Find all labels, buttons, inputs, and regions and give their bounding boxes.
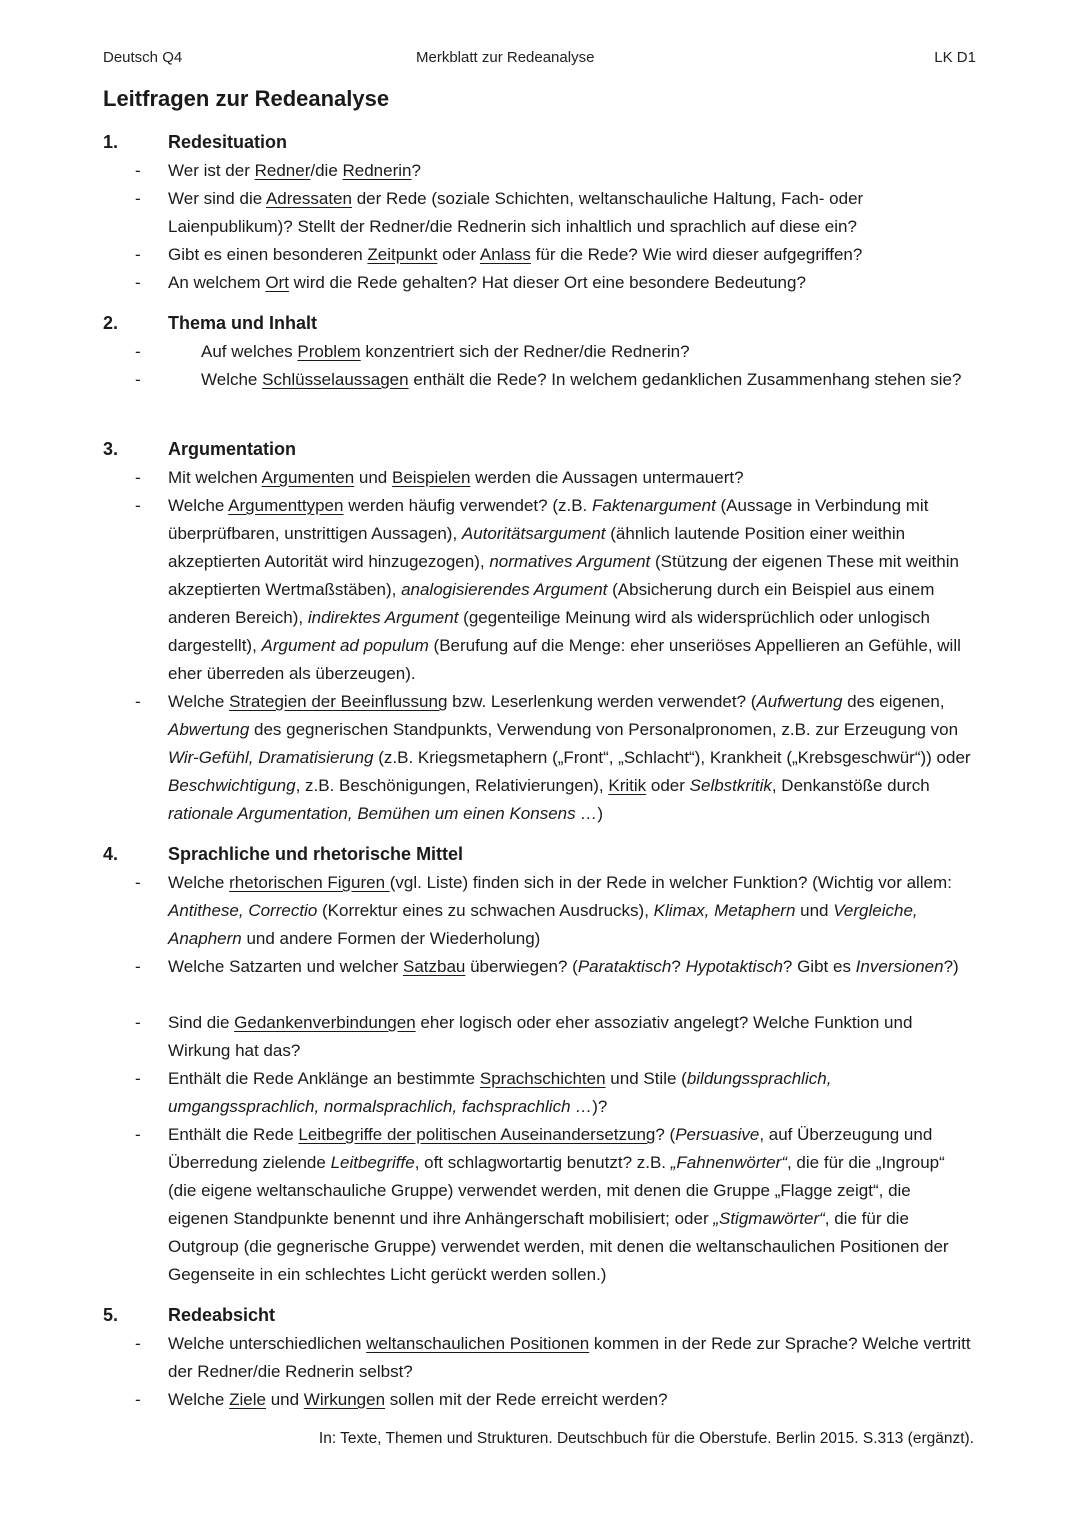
section-number: 5. xyxy=(103,1305,119,1325)
text-run: (Korrektur eines zu schwachen Ausdrucks), xyxy=(317,901,654,920)
bullet-dash: - xyxy=(135,342,141,361)
text-run: Gibt es einen besonderen xyxy=(168,245,368,264)
list-item xyxy=(168,157,973,185)
text-run: und xyxy=(354,468,392,487)
italic-term: normatives Argument xyxy=(489,552,651,571)
underlined-term: Strategien der Beeinflussung xyxy=(229,692,448,711)
section-title: Redeabsicht xyxy=(168,1305,276,1325)
text-run: der Rede (soziale Schichten, weltanschauliche Haltung, Fach- oder Laienpublikum)? Stellt der Redner/die Rednerin sich inhaltlich und sprachlich auf diese ein? xyxy=(168,189,864,236)
underlined-term: Anlass xyxy=(479,245,531,264)
text-run: kommen in der Rede zur Sprache? Welche vertritt der Redner/die Rednerin selbst? xyxy=(168,1334,971,1381)
italic-term: Aufwertung xyxy=(756,692,843,711)
text-run: , die für die Outgroup (die gegnerische Gruppe) verwendet werden, mit denen die weltanschaulichen Positionen der Gegenseite in ein schlechtes Licht gerückt werden sollen.) xyxy=(168,1209,949,1284)
list-item xyxy=(168,1009,973,1065)
text-run: /die xyxy=(310,161,343,180)
text-run: (Berufung auf die Menge: eher unseriöses Appellieren an Gefühle, will eher überreden als überzeugen). xyxy=(168,636,961,683)
text-run: Welche xyxy=(168,1390,230,1409)
italic-term: Parataktisch xyxy=(577,957,672,976)
section-title: Thema und Inhalt xyxy=(168,313,318,333)
section-number: 4. xyxy=(103,844,119,864)
text-run: Enthält die Rede xyxy=(168,1125,299,1144)
bullet-dash: - xyxy=(135,1334,141,1353)
bullet-dash: - xyxy=(135,1013,141,1032)
text-run: (Stützung der eigenen These mit weithin akzeptierten Wertmaßstäben), xyxy=(168,552,959,599)
underlined-term: Kritik xyxy=(608,776,647,795)
header-title: Merkblatt zur Redeanalyse xyxy=(416,49,595,66)
text-run: ? Gibt es xyxy=(782,957,856,976)
section-number: 3. xyxy=(103,439,119,459)
text-run: ? xyxy=(671,957,686,976)
italic-term: Inversionen xyxy=(855,957,944,976)
bullet-dash: - xyxy=(135,468,141,487)
text-run: werden die Aussagen untermauert? xyxy=(470,468,744,487)
text-run: An welchem xyxy=(168,273,266,292)
underlined-term: Beispielen xyxy=(391,468,471,487)
text-run: , auf Überzeugung und Überredung zielende xyxy=(168,1125,933,1172)
underlined-term: rhetorischen Figuren xyxy=(229,873,390,892)
header-course: Deutsch Q4 xyxy=(103,49,183,66)
list-item xyxy=(168,492,973,688)
text-run: ?) xyxy=(943,957,959,976)
italic-term: Persuasive xyxy=(675,1125,760,1144)
italic-term: Vergleiche, Anaphern xyxy=(168,901,918,948)
underlined-term: Wirkungen xyxy=(303,1390,386,1409)
text-run: Auf welches xyxy=(201,342,298,361)
italic-term: bildungssprachlich, umgangssprachlich, normalsprachlich, fachsprachlich … xyxy=(168,1069,832,1116)
text-run: und andere Formen der Wiederholung) xyxy=(241,929,541,948)
italic-term: Beschwichtigung xyxy=(168,776,296,795)
italic-term: „Stigmawörter“ xyxy=(713,1209,825,1228)
italic-term: „Fahnenwörter“ xyxy=(670,1153,787,1172)
header-group: LK D1 xyxy=(934,49,976,66)
text-run: wird die Rede gehalten? Hat dieser Ort eine besondere Bedeutung? xyxy=(288,273,806,292)
text-run: oder xyxy=(437,245,480,264)
list-item xyxy=(168,269,973,297)
text-run: des eigenen, xyxy=(842,692,945,711)
text-run: ? xyxy=(411,161,421,180)
bullet-dash: - xyxy=(135,692,141,711)
text-run: (vgl. Liste) finden sich in der Rede in welcher Funktion? (Wichtig vor allem: xyxy=(389,873,952,892)
section-title: Redesituation xyxy=(168,132,288,152)
text-run: Welche xyxy=(168,692,230,711)
bullet-dash: - xyxy=(135,370,141,389)
text-run: Welche xyxy=(201,370,263,389)
underlined-term: Leitbegriffe der politischen Auseinandersetzung xyxy=(298,1125,656,1144)
underlined-term: Problem xyxy=(297,342,361,361)
list-item xyxy=(168,869,973,953)
text-run: ) xyxy=(597,804,604,823)
text-run: )? xyxy=(592,1097,608,1116)
italic-term: indirektes Argument xyxy=(307,608,459,627)
text-run: Wer sind die xyxy=(168,189,266,208)
italic-term: Abwertung xyxy=(168,720,250,739)
italic-term: Hypotaktisch xyxy=(685,957,783,976)
text-run: Welche unterschiedlichen xyxy=(168,1334,367,1353)
italic-term: Wir-Gefühl, Dramatisierung xyxy=(168,748,374,767)
text-run: eher logisch oder eher assoziativ angelegt? Welche Funktion und Wirkung hat das? xyxy=(168,1013,913,1060)
italic-term: Antithese, Correctio xyxy=(168,901,318,920)
text-run: werden häufig verwendet? (z.B. xyxy=(343,496,592,515)
text-run: Mit welchen xyxy=(168,468,262,487)
underlined-term: Satzbau xyxy=(402,957,466,976)
text-run: und xyxy=(265,1390,304,1409)
text-run: Welche xyxy=(168,496,229,515)
bullet-dash: - xyxy=(135,496,141,515)
list-item xyxy=(168,1386,973,1414)
underlined-term: Zeitpunkt xyxy=(367,245,438,264)
underlined-term: Argumenten xyxy=(261,468,355,487)
source-citation: In: Texte, Themen und Strukturen. Deutschbuch für die Oberstufe. Berlin 2015. S.313 (ergänzt). xyxy=(318,1430,974,1447)
list-item xyxy=(168,464,973,492)
section-number: 1. xyxy=(103,132,119,152)
bullet-dash: - xyxy=(135,189,141,208)
list-item xyxy=(168,953,973,981)
text-run: Enthält die Rede Anklänge an bestimmte xyxy=(168,1069,480,1088)
text-run: und xyxy=(795,901,834,920)
section-number: 2. xyxy=(103,313,119,333)
text-run: (ähnlich lautende Position einer weithin akzeptierten Autorität wird hinzugezogen), xyxy=(168,524,906,571)
list-item xyxy=(168,688,973,828)
italic-term: Leitbegriffe xyxy=(330,1153,415,1172)
underlined-term: Gedankenverbindungen xyxy=(234,1013,416,1032)
text-run: Welche xyxy=(168,873,230,892)
list-item xyxy=(168,1121,973,1289)
italic-term: Selbstkritik xyxy=(689,776,772,795)
text-run: enthält die Rede? In welchem gedanklichen Zusammenhang stehen sie? xyxy=(408,370,962,389)
bullet-dash: - xyxy=(135,245,141,264)
bullet-dash: - xyxy=(135,273,141,292)
text-run: (gegenteilige Meinung wird als widersprüchlich oder unlogisch dargestellt), xyxy=(168,608,930,655)
text-run: ? ( xyxy=(655,1125,676,1144)
text-run: , z.B. Beschönigungen, Relativierungen), xyxy=(295,776,609,795)
list-item xyxy=(201,366,973,394)
italic-term: Argument ad populum xyxy=(261,636,429,655)
text-run: Sind die xyxy=(168,1013,235,1032)
list-item xyxy=(168,1330,973,1386)
text-run: , die für die „Ingroup“ (die eigene weltanschauliche Gruppe) verwendet werden, mit denen die Gruppe „Flagge zeigt“, die eigenen Standpunkte benennt und ihre Anhängerschaft mobilisiert; oder xyxy=(168,1153,945,1228)
underlined-term: Adressaten xyxy=(265,189,352,208)
list-item xyxy=(201,338,973,366)
italic-term: Autoritätsargument xyxy=(461,524,606,543)
text-run: überwiegen? ( xyxy=(465,957,578,976)
section-title: Argumentation xyxy=(168,439,296,459)
text-run: , Denkanstöße durch xyxy=(771,776,930,795)
text-run: Welche Satzarten und welcher xyxy=(168,957,403,976)
list-item xyxy=(168,185,973,241)
text-run: für die Rede? Wie wird dieser aufgegriffen? xyxy=(530,245,863,264)
italic-term: Faktenargument xyxy=(592,496,716,515)
underlined-term: Rednerin xyxy=(342,161,412,180)
text-run: (Aussage in Verbindung mit überprüfbaren, unstrittigen Aussagen), xyxy=(168,496,929,543)
text-run: Wer ist der xyxy=(168,161,255,180)
italic-term: analogisierendes Argument xyxy=(401,580,608,599)
underlined-term: Argumenttypen xyxy=(228,496,344,515)
italic-term: Klimax, Metaphern xyxy=(653,901,796,920)
text-run: sollen mit der Rede erreicht werden? xyxy=(385,1390,668,1409)
text-run: bzw. Leserlenkung werden verwendet? ( xyxy=(447,692,757,711)
bullet-dash: - xyxy=(135,957,141,976)
text-run: (Absicherung durch ein Beispiel aus einem anderen Bereich), xyxy=(168,580,935,627)
text-run: konzentriert sich der Redner/die Rednerin? xyxy=(360,342,690,361)
underlined-term: weltanschaulichen Positionen xyxy=(366,1334,590,1353)
underlined-term: Ziele xyxy=(229,1390,266,1409)
text-run: oder xyxy=(646,776,690,795)
text-run: (z.B. Kriegsmetaphern („Front“, „Schlacht“), Krankheit („Krebsgeschwür“)) oder xyxy=(373,748,971,767)
underlined-term: Ort xyxy=(265,273,289,292)
text-run: des gegnerischen Standpunkts, Verwendung von Personalpronomen, z.B. zur Erzeugung von xyxy=(249,720,959,739)
bullet-dash: - xyxy=(135,1390,141,1409)
page-title: Leitfragen zur Redeanalyse xyxy=(103,86,390,111)
underlined-term: Redner xyxy=(254,161,311,180)
italic-term: rationale Argumentation, Bemühen um einen Konsens … xyxy=(168,804,598,823)
bullet-dash: - xyxy=(135,873,141,892)
list-item xyxy=(168,1065,973,1121)
section-title: Sprachliche und rhetorische Mittel xyxy=(168,844,464,864)
underlined-term: Schlüsselaussagen xyxy=(262,370,409,389)
bullet-dash: - xyxy=(135,1125,141,1144)
text-run: , oft schlagwortartig benutzt? z.B. xyxy=(414,1153,671,1172)
bullet-dash: - xyxy=(135,1069,141,1088)
list-item xyxy=(168,241,973,269)
text-run: und Stile ( xyxy=(605,1069,687,1088)
underlined-term: Sprachschichten xyxy=(479,1069,606,1088)
bullet-dash: - xyxy=(135,161,141,180)
